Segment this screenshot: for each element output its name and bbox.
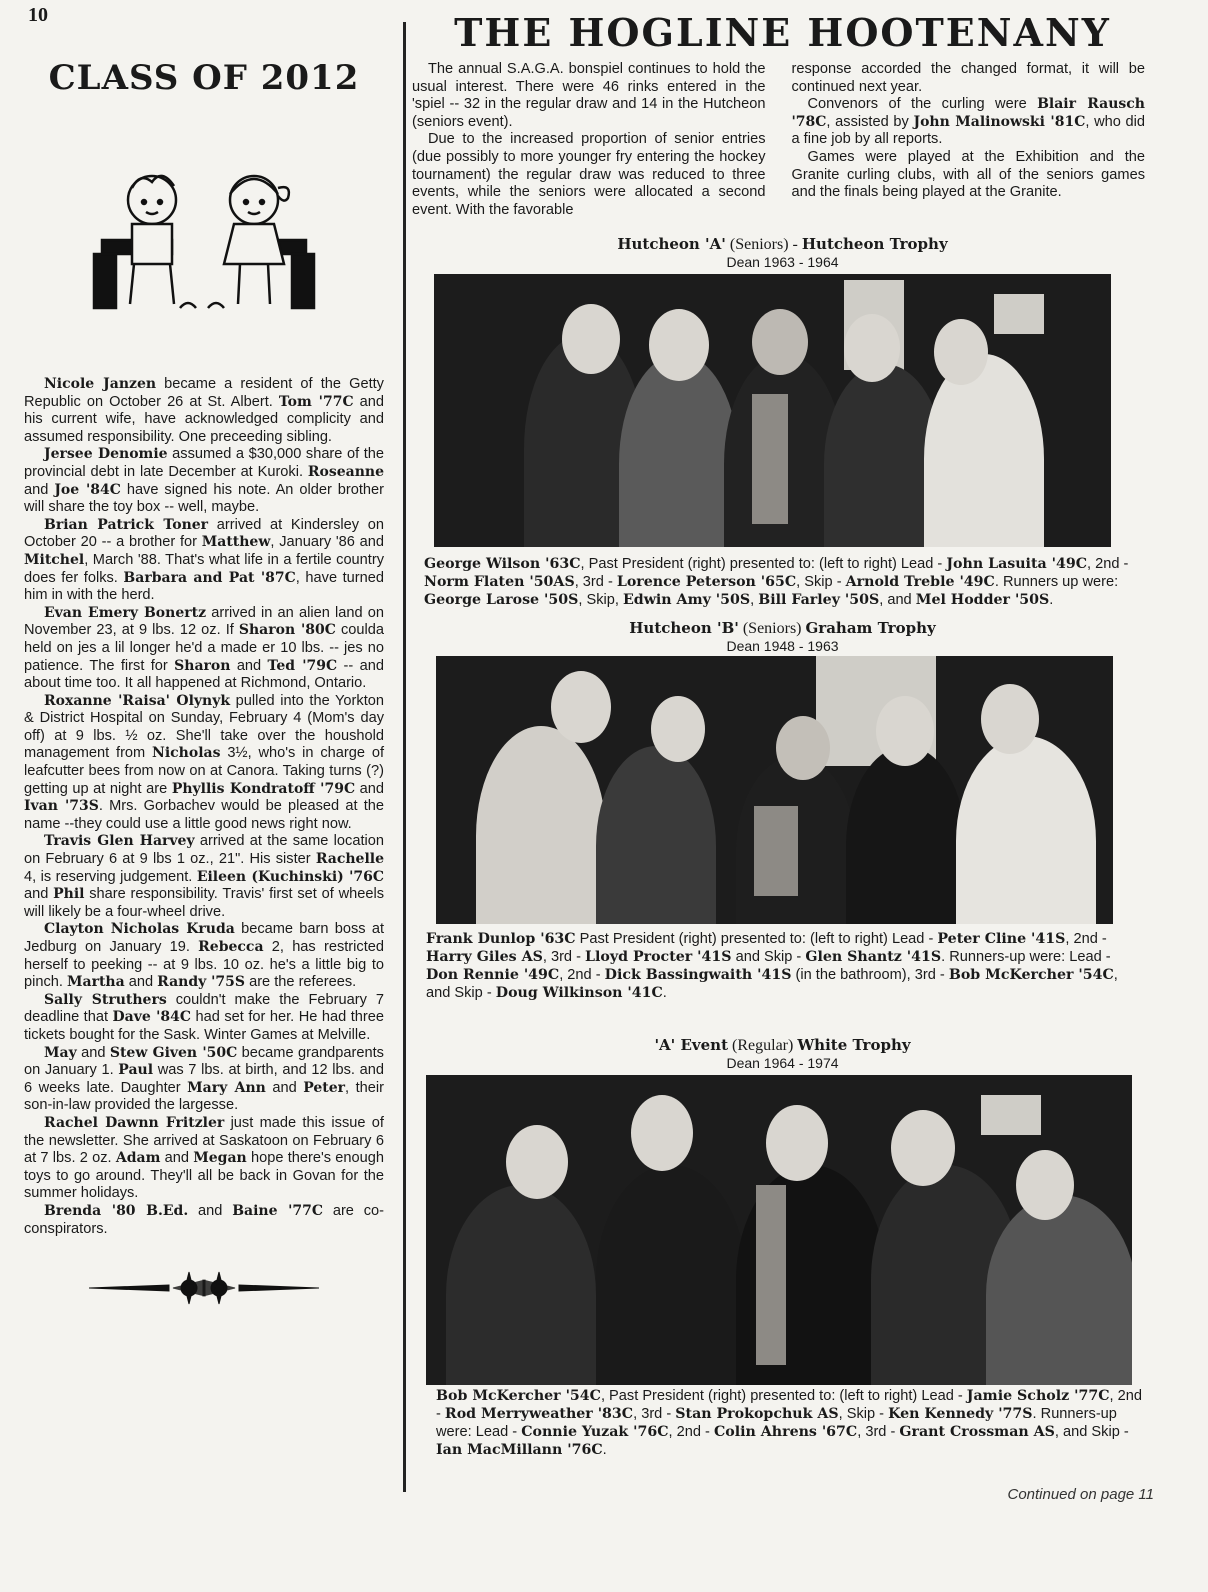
bold-name: Jamie Scholz '77C: [966, 1388, 1110, 1405]
bold-name: Bill Farley '50S: [758, 592, 880, 609]
bold-name: Roseanne: [307, 463, 384, 480]
flourish-divider-icon: [89, 1268, 319, 1308]
paragraph: response accorded the changed format, it will be continued next year.: [791, 61, 1145, 95]
bold-name: Lorence Peterson '65C: [616, 574, 797, 591]
bold-name: 'A' Event: [654, 1036, 729, 1055]
continued-note: Continued on page 11: [1007, 1486, 1154, 1503]
person-face: [876, 696, 934, 766]
event-a-event: [410, 1036, 1155, 1459]
person-face: [766, 1105, 828, 1181]
column-divider: [403, 22, 406, 1492]
bold-name: John Lasuita '49C: [946, 556, 1088, 573]
bold-name: Ken Kennedy '77S: [888, 1406, 1033, 1423]
bold-name: Stew Given '50C: [109, 1044, 238, 1061]
event-dean: Dean 1948 - 1963: [726, 638, 839, 655]
person-face: [651, 696, 705, 762]
person-silhouette: [619, 354, 739, 547]
bold-name: Randy '75S: [157, 974, 246, 991]
bold-name: Edwin Amy '50S: [622, 592, 751, 609]
announcement: May and Stew Given '50C became grandparents on January 1. Paul was 7 lbs. at birth, and 12 lbs. and 6 weeks late. Daughter Mary Ann and Peter, their son-in-law provided the largesse.: [24, 1044, 384, 1114]
bold-name: Tom '77C: [278, 393, 354, 410]
person-silhouette: [596, 746, 716, 924]
person-face: [776, 716, 830, 780]
class-title: CLASS OF 2012: [48, 58, 360, 98]
bold-name: Mel Hodder '50S: [915, 592, 1050, 609]
bold-name: Sally Struthers: [44, 991, 167, 1008]
bold-name: Brian Patrick Toner: [44, 516, 209, 533]
bold-name: Glen Shantz '41S: [805, 949, 942, 966]
bold-name: White Trophy: [797, 1036, 911, 1055]
hootenany-article: [410, 10, 1155, 1459]
bold-name: Peter Cline '41S: [937, 931, 1066, 948]
event-heading: Hutcheon 'A' (Seniors) - Hutcheon Trophy: [617, 235, 948, 254]
bold-name: Joe '84C: [54, 481, 121, 498]
person-face: [844, 314, 900, 382]
bold-name: Blair Rausch '78C: [791, 96, 1145, 130]
bold-name: Phil: [53, 886, 85, 903]
event-hutcheon-a: [410, 235, 1155, 609]
bold-name: Mitchel: [24, 551, 85, 568]
photo-caption: George Wilson '63C, Past President (right) presented to: (left to right) Lead - John Lasuita '49C, 2nd - Norm Flaten '50AS, 3rd - Lorence Peterson '65C, Skip - Arnold Treble '49C. Runners up were: George Larose '50S, Skip, Edwin Amy '50S, Bill Farley '50S, and Mel Hodder '50S.: [424, 556, 1129, 609]
event-heading: Hutcheon 'B' (Seniors) Graham Trophy: [629, 619, 936, 638]
announcement: Clayton Nicholas Kruda became barn boss at Jedburg on January 19. Rebecca 2, has restricted herself to peeking -- at 9 lbs. 10 oz. he's a little big to pinch. Martha and Randy '75S are the referees.: [24, 921, 384, 991]
event-hutcheon-b: [410, 619, 1155, 1002]
bold-name: Colin Ahrens '67C: [713, 1424, 858, 1441]
trophy: [752, 394, 788, 524]
team-photo: [436, 656, 1113, 924]
bold-name: Hutcheon 'B': [629, 619, 739, 638]
person-face: [631, 1095, 693, 1171]
photo-caption: Bob McKercher '54C, Past President (right) presented to: (left to right) Lead - Jamie Scholz '77C, 2nd - Rod Merryweather '83C, 3rd - Stan Prokopchuk AS, Skip - Ken Kennedy '77S. Runners-up were: Lead - Connie Yuzak '76C, 2nd - Colin Ahrens '67C, 3rd - Grant Crossman AS, and Skip - Ian MacMillann '76C.: [436, 1388, 1142, 1459]
bold-name: Peter: [303, 1079, 346, 1096]
bold-name: Graham Trophy: [805, 619, 936, 638]
bold-name: Dick Bassingwaith '41S: [604, 967, 792, 984]
bold-name: Grant Crossman AS: [899, 1424, 1055, 1441]
person-face: [891, 1110, 955, 1186]
paragraph: Games were played at the Exhibition and the Granite curling clubs, with all of the seniors games and the finals being played at the Granite.: [791, 148, 1145, 201]
bold-name: Ian MacMillann '76C: [436, 1442, 603, 1459]
bold-name: Stan Prokopchuk AS: [675, 1406, 839, 1423]
article-title: THE HOGLINE HOOTENANY: [454, 10, 1111, 55]
intro-column-1: [412, 61, 766, 219]
paragraph: The annual S.A.G.A. bonspiel continues to hold the usual interest. There were 46 rinks entered in the 'spiel -- 32 in the regular draw and 14 in the Hutcheon (seniors event).: [412, 61, 766, 130]
bold-name: Sharon '80C: [238, 622, 336, 639]
bold-name: Phyllis Kondratoff '79C: [171, 780, 356, 797]
intro-column-2: [792, 61, 1146, 219]
announcement: Rachel Dawnn Fritzler just made this issue of the newsletter. She arrived at Saskatoon on February 6 at 7 lbs. 2 oz. Adam and Megan hope there's enough toys to go around. They'll all be back in Govan for the summer holidays.: [24, 1114, 384, 1202]
article-intro: [410, 61, 1155, 219]
bold-name: Connie Yuzak '76C: [521, 1424, 669, 1441]
bold-name: Nicholas: [152, 745, 221, 762]
bold-name: Sharon: [174, 657, 231, 674]
person-silhouette: [986, 1195, 1132, 1385]
bold-name: Rod Merryweather '83C: [444, 1406, 634, 1423]
bold-name: Rebecca: [198, 939, 264, 955]
person-silhouette: [956, 736, 1096, 924]
event-dean: Dean 1964 - 1974: [726, 1055, 839, 1072]
bold-name: Evan Emery Bonertz: [44, 604, 207, 621]
paragraph: Convenors of the curling were Blair Rausch '78C, assisted by John Malinowski '81C, who did a fine job by all reports.: [791, 96, 1145, 148]
bold-name: Norm Flaten '50AS: [424, 574, 575, 591]
bold-name: Bob McKercher '54C: [436, 1388, 601, 1405]
trophy: [754, 806, 798, 896]
bold-name: George Larose '50S: [424, 592, 579, 609]
bold-name: Brenda '80 B.Ed.: [44, 1202, 189, 1219]
person-face: [649, 309, 709, 381]
two-children-on-benches-icon: [84, 168, 324, 318]
announcement: Brian Patrick Toner arrived at Kindersley on October 20 -- a brother for Matthew, January '86 and Mitchel, March '88. That's what life in a fertile country does fer folks. Barbara and Pat '87C, have turned him in with the herd.: [24, 516, 384, 604]
page-number: 10: [28, 4, 48, 26]
person-face: [551, 671, 611, 743]
person-face: [752, 309, 808, 375]
trophy: [756, 1185, 786, 1365]
person-silhouette: [924, 354, 1044, 547]
paragraph: Due to the increased proportion of senior entries (due possibly to more younger fry entering the hockey tournament) the regular draw was reduced to three events, while the seniors were allocated a second event. With the favorable: [412, 131, 766, 218]
bold-name: Paul: [118, 1062, 154, 1079]
bold-name: Clayton Nicholas Kruda: [44, 921, 235, 938]
bold-name: Dave '84C: [112, 1009, 192, 1026]
bold-name: Harry Giles AS: [426, 949, 543, 966]
bold-name: Lloyd Procter '41S: [585, 949, 732, 966]
bold-name: Ted '79C: [267, 657, 338, 674]
person-face: [562, 304, 620, 374]
bold-name: Barbara and Pat '87C: [123, 569, 296, 586]
person-face: [1016, 1150, 1074, 1220]
bold-name: Hutcheon Trophy: [801, 235, 948, 254]
announcement: Nicole Janzen became a resident of the Getty Republic on October 26 at St. Albert. Tom '77C and his current wife, have acknowledged complicity and assumed responsibility. One preceeding sibling.: [24, 376, 385, 445]
announcement: Jersee Denomie assumed a $30,000 share of the provincial debt in late December at Kuroki. Roseanne and Joe '84C have signed his note. An older brother will share the toy box -- well, maybe.: [24, 446, 385, 516]
announcement: Roxanne 'Raisa' Olynyk pulled into the Yorkton & District Hospital on Sunday, February 4 (Mom's day off) at 9 lbs. ½ oz. She'll take over the houshold management from Nicholas 3½, who's in charge of leafcutter bees from now on at Canora. Taking turns (?) getting up at night are Phyllis Kondratoff '79C and Ivan '73S. Mrs. Gorbachev would be pleased at the name --they could use a little good news right now.: [24, 692, 385, 832]
person-silhouette: [846, 746, 966, 924]
bold-name: Hutcheon 'A': [617, 235, 726, 254]
bold-name: Ivan '73S: [24, 798, 99, 815]
bold-name: Eileen (Kuchinski) '76C: [196, 868, 384, 885]
team-photo: [426, 1075, 1132, 1385]
person-silhouette: [476, 726, 606, 924]
bold-name: Frank Dunlop '63C: [426, 931, 576, 948]
photo-wall-board: [981, 1095, 1041, 1135]
bold-name: Doug Wilkinson '41C: [495, 985, 663, 1002]
team-photo: [434, 274, 1111, 547]
photo-caption: Frank Dunlop '63C Past President (right) presented to: (left to right) Lead - Peter Cline '41S, 2nd - Harry Giles AS, 3rd - Lloyd Procter '41S and Skip - Glen Shantz '41S. Runners-up were: Lead - Don Rennie '49C, 2nd - Dick Bassingwaith '41S (in the bathroom), 3rd - Bob McKercher '54C, and Skip - Doug Wilkinson '41C.: [426, 931, 1118, 1002]
bold-name: George Wilson '63C: [424, 556, 581, 573]
class-of-2012-column: [24, 52, 384, 1308]
birth-announcements: [24, 376, 384, 1238]
announcement: Sally Struthers couldn't make the February 7 deadline that Dave '84C had set for her. He had three tickets bought for the Sask. Winter Games at Melville.: [24, 991, 384, 1043]
person-silhouette: [596, 1165, 746, 1385]
person-face: [506, 1125, 568, 1199]
person-face: [981, 684, 1039, 754]
bold-name: Megan: [193, 1150, 247, 1167]
bold-name: Rachelle: [315, 851, 384, 868]
person-silhouette: [446, 1185, 596, 1385]
announcement: Travis Glen Harvey arrived at the same location on February 6 at 9 lbs 1 oz., 21". His sister Rachelle 4, is reserving judgement. Eileen (Kuchinski) '76C and Phil share responsibility. Travis' first set of wheels will likely be a four-wheel drive.: [24, 833, 384, 920]
bold-name: Nicole Janzen: [44, 376, 157, 392]
bold-name: Rachel Dawnn Fritzler: [44, 1114, 225, 1131]
bold-name: Don Rennie '49C: [426, 967, 560, 984]
bold-name: Bob McKercher '54C: [948, 967, 1114, 984]
bold-name: Martha: [67, 974, 125, 991]
photo-wall-board: [994, 294, 1044, 334]
announcement: Evan Emery Bonertz arrived in an alien land on November 23, at 9 lbs. 12 oz. If Sharon '80C coulda held on jes a lil longer he'd a made er 10 lbs. -- jes no patience. The first for Sharon and Ted '79C -- and about time too. It all happened at Richmond, Ontario.: [24, 604, 385, 692]
bold-name: Matthew: [201, 534, 271, 551]
event-heading: 'A' Event (Regular) White Trophy: [654, 1036, 911, 1055]
bold-name: Travis Glen Harvey: [44, 833, 195, 850]
person-face: [934, 319, 988, 385]
bold-name: Roxanne 'Raisa' Olynyk: [44, 692, 231, 709]
bold-name: Arnold Treble '49C: [845, 574, 995, 591]
announcement: Brenda '80 B.Ed. and Baine '77C are co-conspirators.: [24, 1202, 385, 1237]
bold-name: John Malinowski '81C: [913, 113, 1086, 130]
bold-name: Mary Ann: [187, 1079, 266, 1096]
bold-name: Adam: [115, 1150, 161, 1167]
event-dean: Dean 1963 - 1964: [726, 254, 839, 271]
bold-name: Jersee Denomie: [44, 446, 168, 463]
bold-name: May: [44, 1044, 77, 1061]
bold-name: Baine '77C: [232, 1202, 324, 1219]
